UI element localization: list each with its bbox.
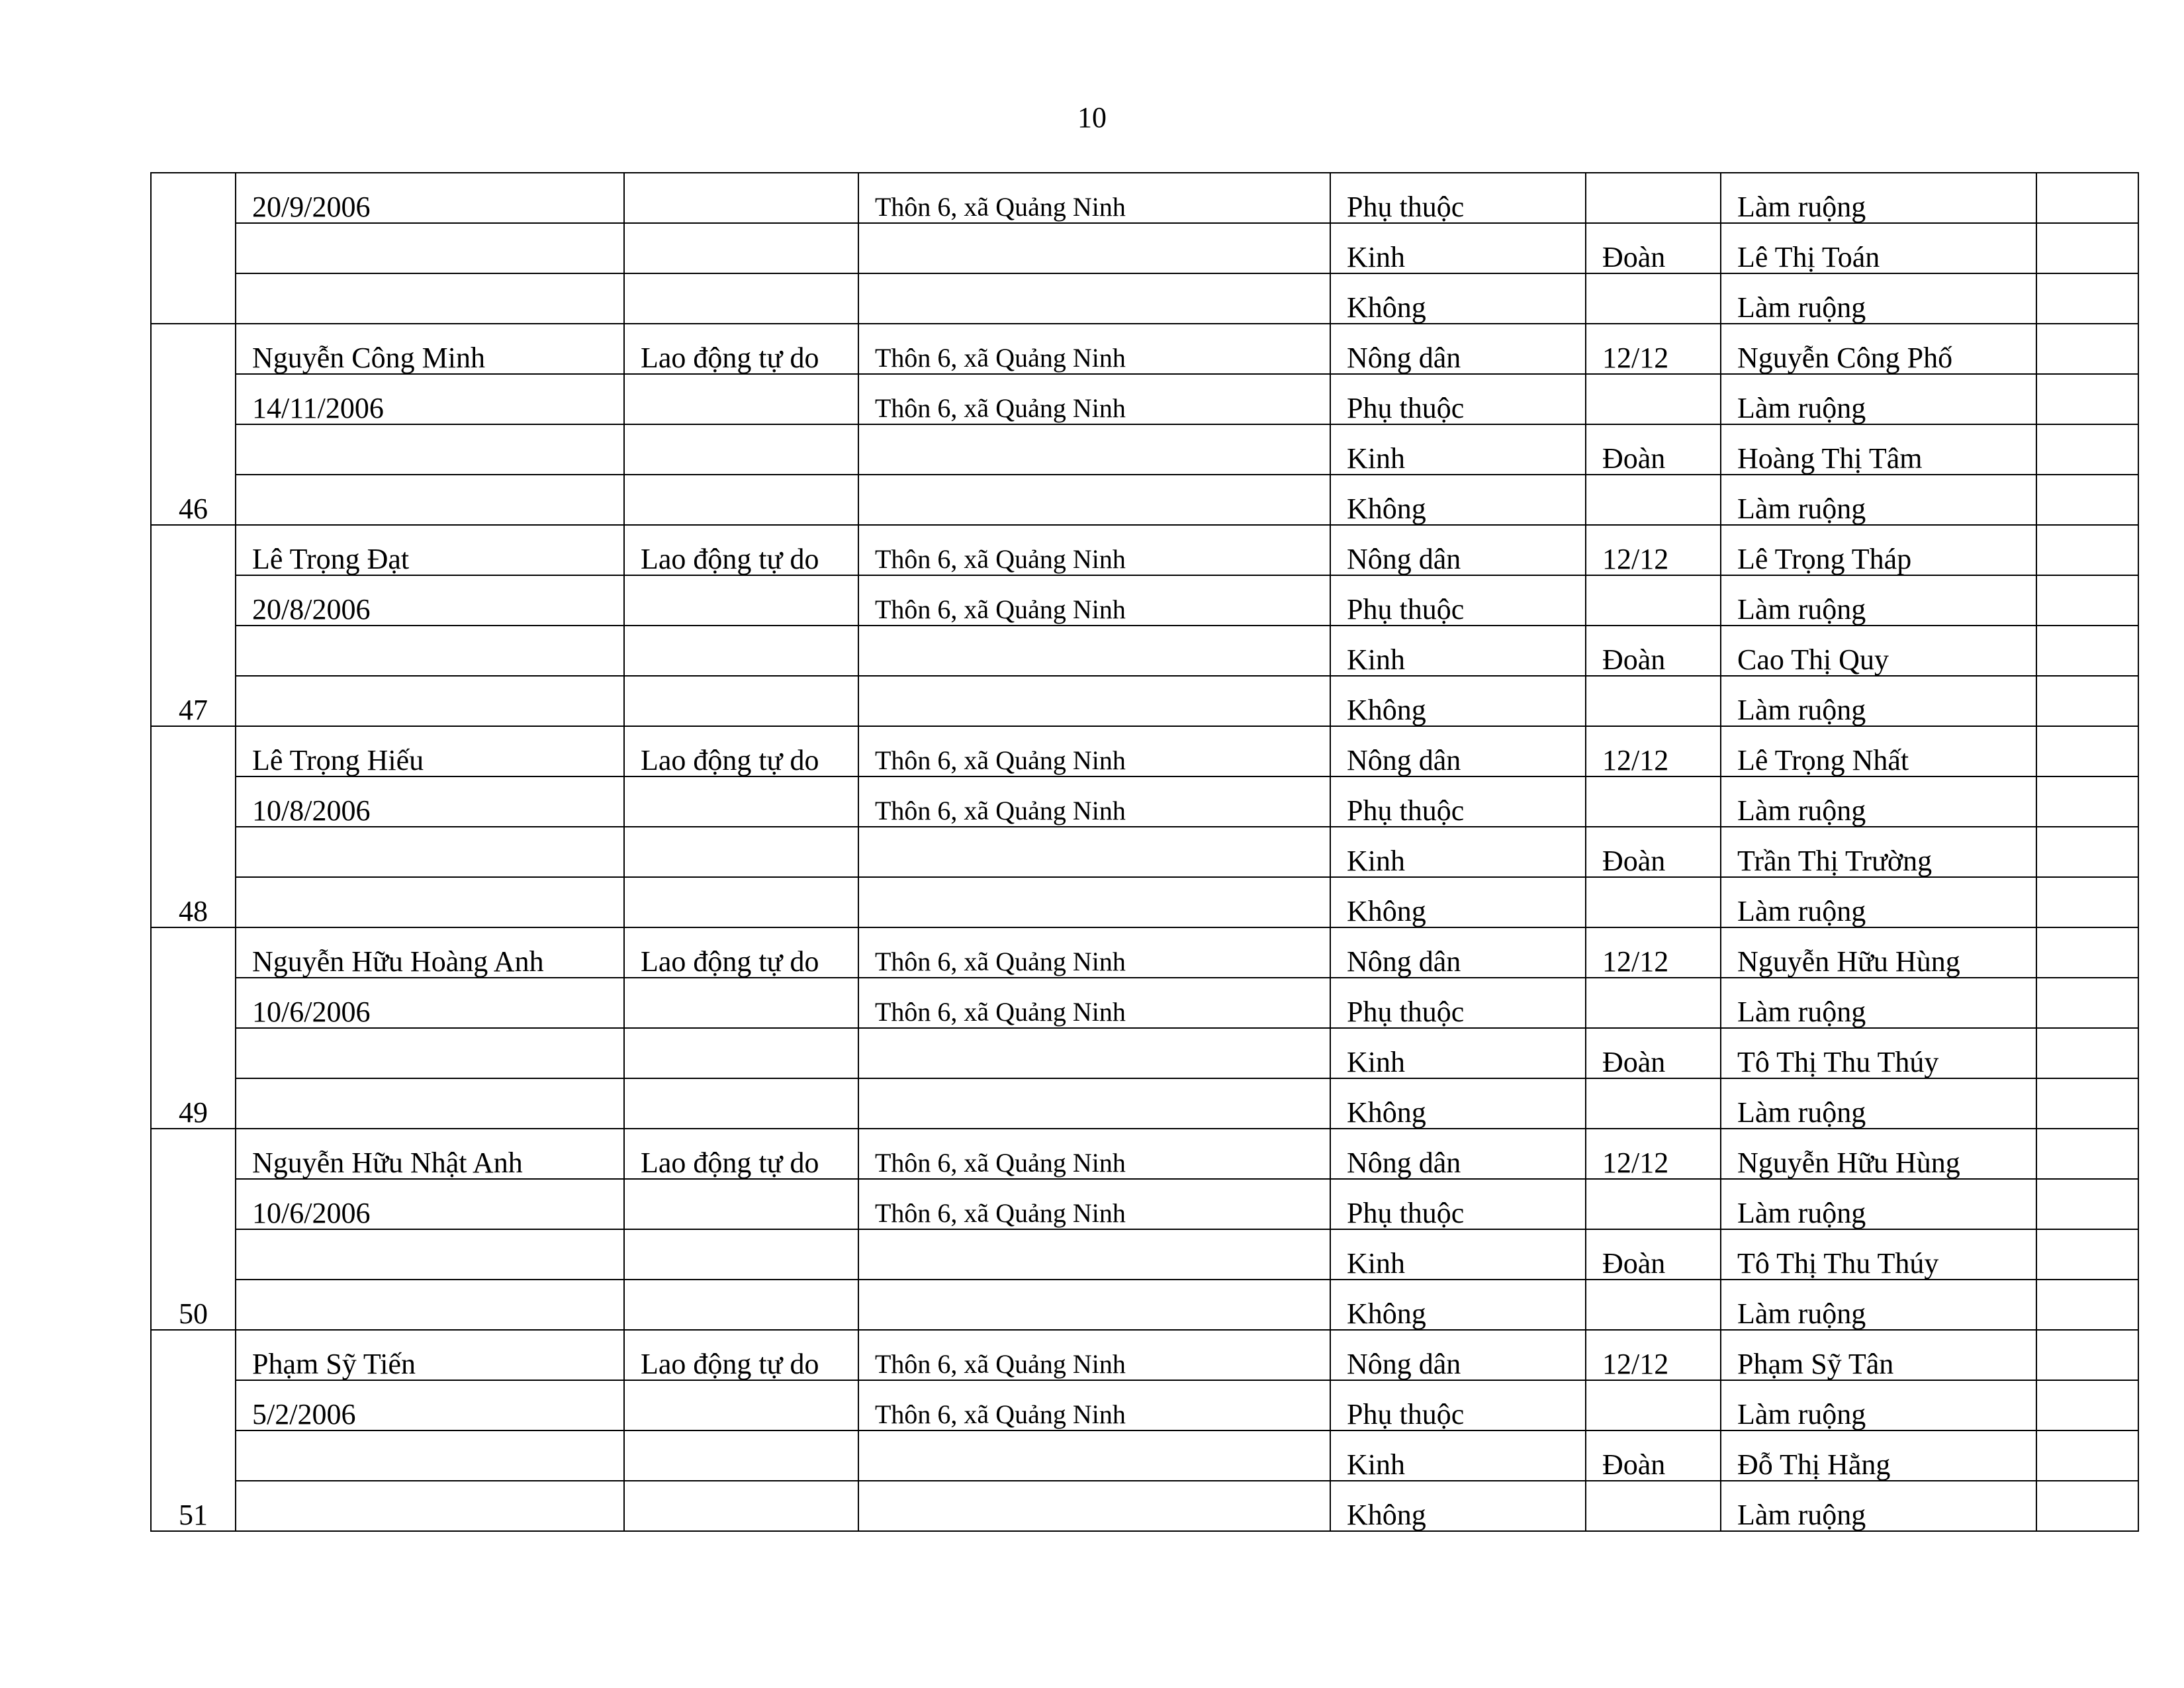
page-number: 10 [1077, 101, 1107, 134]
stt-cell: 46 [151, 324, 236, 525]
education-union-cell [1586, 1481, 1721, 1531]
parent-info-cell: Làm ruộng [1721, 776, 2036, 827]
class-status-cell: Kinh [1330, 827, 1586, 877]
note-cell [2036, 1481, 2138, 1531]
occupation-cell: Lao động tự do [624, 1330, 858, 1380]
note-cell [2036, 1280, 2138, 1330]
name-dob-cell [236, 475, 624, 525]
name-dob-cell: 20/9/2006 [236, 173, 624, 223]
occupation-cell [624, 1179, 858, 1229]
education-union-cell: 12/12 [1586, 1129, 1721, 1179]
name-dob-cell: Nguyễn Hữu Hoàng Anh [236, 927, 624, 978]
education-union-cell [1586, 374, 1721, 424]
name-dob-cell: Lê Trọng Hiếu [236, 726, 624, 776]
stt-cell: 47 [151, 525, 236, 726]
parent-info-cell: Phạm Sỹ Tân [1721, 1330, 2036, 1380]
class-status-cell: Không [1330, 676, 1586, 726]
class-status-cell: Nông dân [1330, 1330, 1586, 1380]
address-cell [858, 1481, 1330, 1531]
name-dob-cell [236, 1078, 624, 1129]
note-cell [2036, 676, 2138, 726]
table-row [151, 776, 2138, 827]
parent-info-cell: Nguyễn Công Phố [1721, 324, 2036, 374]
occupation-cell [624, 978, 858, 1028]
education-union-cell [1586, 1078, 1721, 1129]
name-dob-cell: Lê Trọng Đạt [236, 525, 624, 575]
table-row [151, 676, 2138, 726]
note-cell [2036, 877, 2138, 927]
table-row [151, 1129, 2138, 1179]
address-cell [858, 475, 1330, 525]
class-status-cell: Không [1330, 1280, 1586, 1330]
class-status-cell: Kinh [1330, 626, 1586, 676]
stt-cell: 49 [151, 927, 236, 1129]
class-status-cell: Không [1330, 273, 1586, 324]
note-cell [2036, 1028, 2138, 1078]
address-cell: Thôn 6, xã Quảng Ninh [858, 927, 1330, 978]
occupation-cell: Lao động tự do [624, 927, 858, 978]
name-dob-cell [236, 424, 624, 475]
occupation-cell: Lao động tự do [624, 726, 858, 776]
occupation-cell [624, 1078, 858, 1129]
education-union-cell: Đoàn [1586, 1430, 1721, 1481]
note-cell [2036, 1330, 2138, 1380]
class-status-cell: Nông dân [1330, 927, 1586, 978]
name-dob-cell [236, 1229, 624, 1280]
table-row [151, 575, 2138, 626]
note-cell [2036, 1229, 2138, 1280]
name-dob-cell [236, 676, 624, 726]
class-status-cell: Kinh [1330, 424, 1586, 475]
class-status-cell: Phụ thuộc [1330, 374, 1586, 424]
name-dob-cell [236, 877, 624, 927]
education-union-cell: 12/12 [1586, 525, 1721, 575]
parent-info-cell: Làm ruộng [1721, 173, 2036, 223]
table-row [151, 1481, 2138, 1531]
address-cell [858, 1028, 1330, 1078]
address-cell: Thôn 6, xã Quảng Ninh [858, 324, 1330, 374]
note-cell [2036, 1430, 2138, 1481]
name-dob-cell: 14/11/2006 [236, 374, 624, 424]
occupation-cell [624, 223, 858, 273]
class-status-cell: Không [1330, 475, 1586, 525]
education-union-cell [1586, 1380, 1721, 1430]
education-union-cell [1586, 877, 1721, 927]
occupation-cell [624, 374, 858, 424]
class-status-cell: Kinh [1330, 1430, 1586, 1481]
table-row [151, 1280, 2138, 1330]
class-status-cell: Nông dân [1330, 726, 1586, 776]
education-union-cell [1586, 776, 1721, 827]
education-union-cell: Đoàn [1586, 424, 1721, 475]
table-row [151, 626, 2138, 676]
education-union-cell [1586, 173, 1721, 223]
class-status-cell: Phụ thuộc [1330, 173, 1586, 223]
parent-info-cell: Lê Trọng Nhất [1721, 726, 2036, 776]
stt-cell: 48 [151, 726, 236, 927]
table-row [151, 877, 2138, 927]
address-cell: Thôn 6, xã Quảng Ninh [858, 173, 1330, 223]
occupation-cell [624, 1028, 858, 1078]
class-status-cell: Phụ thuộc [1330, 776, 1586, 827]
occupation-cell [624, 173, 858, 223]
address-cell: Thôn 6, xã Quảng Ninh [858, 978, 1330, 1028]
address-cell: Thôn 6, xã Quảng Ninh [858, 1179, 1330, 1229]
table-row [151, 1430, 2138, 1481]
parent-info-cell: Đỗ Thị Hằng [1721, 1430, 2036, 1481]
education-union-cell: 12/12 [1586, 726, 1721, 776]
table-row [151, 827, 2138, 877]
note-cell [2036, 776, 2138, 827]
name-dob-cell [236, 1481, 624, 1531]
address-cell [858, 626, 1330, 676]
note-cell [2036, 626, 2138, 676]
education-union-cell [1586, 978, 1721, 1028]
parent-info-cell: Nguyễn Hữu Hùng [1721, 927, 2036, 978]
education-union-cell: Đoàn [1586, 223, 1721, 273]
education-union-cell: Đoàn [1586, 1229, 1721, 1280]
education-union-cell [1586, 676, 1721, 726]
class-status-cell: Không [1330, 877, 1586, 927]
table-row [151, 927, 2138, 978]
note-cell [2036, 1380, 2138, 1430]
parent-info-cell: Làm ruộng [1721, 273, 2036, 324]
occupation-cell [624, 273, 858, 324]
class-status-cell: Không [1330, 1481, 1586, 1531]
note-cell [2036, 1179, 2138, 1229]
occupation-cell [624, 1481, 858, 1531]
name-dob-cell [236, 1280, 624, 1330]
name-dob-cell: 5/2/2006 [236, 1380, 624, 1430]
parent-info-cell: Cao Thị Quy [1721, 626, 2036, 676]
table-row [151, 374, 2138, 424]
occupation-cell [624, 626, 858, 676]
table-row [151, 1179, 2138, 1229]
table-row [151, 1330, 2138, 1380]
name-dob-cell: 10/6/2006 [236, 1179, 624, 1229]
address-cell: Thôn 6, xã Quảng Ninh [858, 1380, 1330, 1430]
class-status-cell: Không [1330, 1078, 1586, 1129]
parent-info-cell: Trần Thị Trường [1721, 827, 2036, 877]
education-union-cell: 12/12 [1586, 324, 1721, 374]
table-row [151, 324, 2138, 374]
parent-info-cell: Làm ruộng [1721, 1280, 2036, 1330]
address-cell [858, 1229, 1330, 1280]
parent-info-cell: Nguyễn Hữu Hùng [1721, 1129, 2036, 1179]
education-union-cell [1586, 273, 1721, 324]
occupation-cell [624, 1280, 858, 1330]
address-cell: Thôn 6, xã Quảng Ninh [858, 525, 1330, 575]
table-row [151, 1229, 2138, 1280]
occupation-cell [624, 1229, 858, 1280]
name-dob-cell: Phạm Sỹ Tiến [236, 1330, 624, 1380]
class-status-cell: Phụ thuộc [1330, 1380, 1586, 1430]
note-cell [2036, 374, 2138, 424]
parent-info-cell: Làm ruộng [1721, 877, 2036, 927]
parent-info-cell: Làm ruộng [1721, 575, 2036, 626]
note-cell [2036, 726, 2138, 776]
occupation-cell: Lao động tự do [624, 324, 858, 374]
education-union-cell: Đoàn [1586, 827, 1721, 877]
note-cell [2036, 978, 2138, 1028]
occupation-cell [624, 676, 858, 726]
occupation-cell [624, 827, 858, 877]
stt-cell [151, 173, 236, 324]
address-cell: Thôn 6, xã Quảng Ninh [858, 776, 1330, 827]
table-row [151, 223, 2138, 273]
occupation-cell [624, 776, 858, 827]
address-cell: Thôn 6, xã Quảng Ninh [858, 1129, 1330, 1179]
table-row [151, 1078, 2138, 1129]
name-dob-cell [236, 626, 624, 676]
name-dob-cell [236, 827, 624, 877]
stt-cell: 50 [151, 1129, 236, 1330]
occupation-cell: Lao động tự do [624, 1129, 858, 1179]
note-cell [2036, 273, 2138, 324]
roster-body [151, 173, 2138, 1531]
occupation-cell [624, 1430, 858, 1481]
education-union-cell: 12/12 [1586, 927, 1721, 978]
class-status-cell: Phụ thuộc [1330, 575, 1586, 626]
occupation-cell [624, 877, 858, 927]
note-cell [2036, 1129, 2138, 1179]
occupation-cell: Lao động tự do [624, 525, 858, 575]
parent-info-cell: Lê Thị Toán [1721, 223, 2036, 273]
parent-info-cell: Lê Trọng Tháp [1721, 525, 2036, 575]
address-cell [858, 223, 1330, 273]
occupation-cell [624, 1380, 858, 1430]
parent-info-cell: Làm ruộng [1721, 978, 2036, 1028]
address-cell [858, 877, 1330, 927]
note-cell [2036, 223, 2138, 273]
parent-info-cell: Làm ruộng [1721, 374, 2036, 424]
name-dob-cell [236, 1430, 624, 1481]
table-row [151, 475, 2138, 525]
education-union-cell [1586, 575, 1721, 626]
parent-info-cell: Làm ruộng [1721, 1380, 2036, 1430]
note-cell [2036, 927, 2138, 978]
note-cell [2036, 1078, 2138, 1129]
parent-info-cell: Tô Thị Thu Thúy [1721, 1229, 2036, 1280]
address-cell: Thôn 6, xã Quảng Ninh [858, 374, 1330, 424]
name-dob-cell: 10/8/2006 [236, 776, 624, 827]
name-dob-cell: Nguyễn Hữu Nhật Anh [236, 1129, 624, 1179]
stt-cell: 51 [151, 1330, 236, 1531]
table-row [151, 726, 2138, 776]
table-row [151, 978, 2138, 1028]
address-cell [858, 827, 1330, 877]
address-cell [858, 1078, 1330, 1129]
table-row [151, 525, 2138, 575]
occupation-cell [624, 475, 858, 525]
table-row [151, 424, 2138, 475]
class-status-cell: Nông dân [1330, 1129, 1586, 1179]
address-cell [858, 424, 1330, 475]
note-cell [2036, 475, 2138, 525]
name-dob-cell [236, 223, 624, 273]
education-union-cell: Đoàn [1586, 626, 1721, 676]
table-row [151, 1028, 2138, 1078]
education-union-cell: 12/12 [1586, 1330, 1721, 1380]
parent-info-cell: Làm ruộng [1721, 1078, 2036, 1129]
class-status-cell: Phụ thuộc [1330, 978, 1586, 1028]
address-cell: Thôn 6, xã Quảng Ninh [858, 575, 1330, 626]
address-cell: Thôn 6, xã Quảng Ninh [858, 726, 1330, 776]
class-status-cell: Nông dân [1330, 525, 1586, 575]
table-row [151, 173, 2138, 223]
class-status-cell: Kinh [1330, 1028, 1586, 1078]
parent-info-cell: Hoàng Thị Tâm [1721, 424, 2036, 475]
education-union-cell [1586, 1179, 1721, 1229]
note-cell [2036, 525, 2138, 575]
parent-info-cell: Làm ruộng [1721, 475, 2036, 525]
name-dob-cell [236, 273, 624, 324]
note-cell [2036, 575, 2138, 626]
class-status-cell: Phụ thuộc [1330, 1179, 1586, 1229]
table-row [151, 1380, 2138, 1430]
parent-info-cell: Làm ruộng [1721, 1179, 2036, 1229]
occupation-cell [624, 424, 858, 475]
address-cell [858, 1280, 1330, 1330]
note-cell [2036, 827, 2138, 877]
name-dob-cell: Nguyễn Công Minh [236, 324, 624, 374]
parent-info-cell: Tô Thị Thu Thúy [1721, 1028, 2036, 1078]
address-cell: Thôn 6, xã Quảng Ninh [858, 1330, 1330, 1380]
parent-info-cell: Làm ruộng [1721, 1481, 2036, 1531]
class-status-cell: Kinh [1330, 1229, 1586, 1280]
note-cell [2036, 424, 2138, 475]
name-dob-cell: 20/8/2006 [236, 575, 624, 626]
address-cell [858, 676, 1330, 726]
address-cell [858, 273, 1330, 324]
occupation-cell [624, 575, 858, 626]
table-row [151, 273, 2138, 324]
address-cell [858, 1430, 1330, 1481]
name-dob-cell: 10/6/2006 [236, 978, 624, 1028]
note-cell [2036, 173, 2138, 223]
citizen-roster-table [150, 172, 2139, 1532]
class-status-cell: Nông dân [1330, 324, 1586, 374]
note-cell [2036, 324, 2138, 374]
name-dob-cell [236, 1028, 624, 1078]
class-status-cell: Kinh [1330, 223, 1586, 273]
education-union-cell [1586, 475, 1721, 525]
education-union-cell: Đoàn [1586, 1028, 1721, 1078]
parent-info-cell: Làm ruộng [1721, 676, 2036, 726]
education-union-cell [1586, 1280, 1721, 1330]
